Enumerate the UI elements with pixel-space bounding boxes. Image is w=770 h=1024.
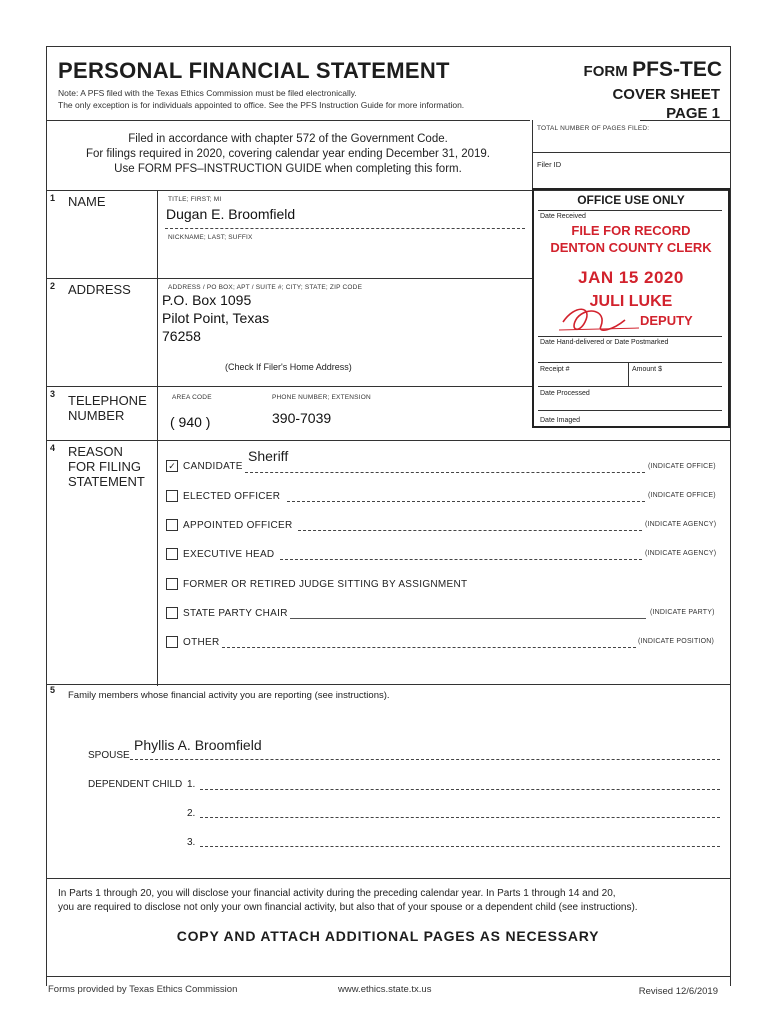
child-1-line[interactable] <box>200 789 720 790</box>
label-column-divider <box>157 190 158 686</box>
address-line-1[interactable]: P.O. Box 1095 <box>162 292 252 308</box>
filing-info <box>46 132 530 177</box>
phone-number-value[interactable]: 390-7039 <box>272 410 332 426</box>
reason-label-3: STATEMENT <box>68 474 145 489</box>
filing-line-1: Filed in accordance with chapter 572 of the Government Code. <box>128 133 448 145</box>
phone-number-label: PHONE NUMBER; EXTENSION <box>272 394 371 401</box>
frame-right <box>730 46 731 986</box>
candidate-indicate: (INDICATE OFFICE) <box>648 463 716 470</box>
header-divider <box>46 120 530 121</box>
area-code-value[interactable]: ( 940 ) <box>170 414 211 430</box>
elected-officer-checkbox[interactable] <box>166 490 178 502</box>
page-number: PAGE 1 <box>666 105 720 122</box>
executive-head-checkbox[interactable] <box>166 548 178 560</box>
section-4-number: 4 <box>50 443 56 453</box>
form-prefix: FORM <box>583 63 628 80</box>
reason-label-1: REASON <box>68 444 123 459</box>
instructions-line-2: you are required to disclose not only your own financial activity, but also that of your spouse or a dependent child (see instructions). <box>58 902 638 913</box>
nickname-label: NICKNAME; LAST; SUFFIX <box>168 234 253 241</box>
address-line-2[interactable]: Pilot Point, Texas <box>162 310 270 326</box>
child-3-number: 3. <box>187 837 196 848</box>
name-label: NAME <box>68 194 106 209</box>
name-underline <box>165 228 525 229</box>
candidate-office-value[interactable]: Sheriff <box>248 448 289 464</box>
receipt-label: Receipt # <box>540 366 570 373</box>
address-field-label: ADDRESS / PO BOX; APT / SUITE #; CITY; STATE; ZIP CODE <box>168 284 363 291</box>
frame-top <box>46 46 730 47</box>
telephone-label-2: NUMBER <box>68 408 125 423</box>
child-3-line[interactable] <box>200 846 720 847</box>
executive-head-indicate: (INDICATE AGENCY) <box>645 550 717 557</box>
child-2-number: 2. <box>187 808 196 819</box>
filing-line-3: Use FORM PFS–INSTRUCTION GUIDE when completing this form. <box>114 163 462 175</box>
child-1-number: 1. <box>187 779 196 790</box>
stamp-file-for-record: FILE FOR RECORD <box>571 223 691 238</box>
note-line-1: Note: A PFS filed with the Texas Ethics Commission must be filed electronically. <box>58 88 357 98</box>
other-line <box>222 647 636 648</box>
state-party-chair-indicate: (INDICATE PARTY) <box>650 609 715 616</box>
section-1-number: 1 <box>50 193 56 203</box>
family-intro: Family members whose financial activity you are reporting (see instructions). <box>68 690 390 701</box>
state-party-chair-label: STATE PARTY CHAIR <box>183 608 288 619</box>
area-code-label: AREA CODE <box>172 394 212 401</box>
other-checkbox[interactable] <box>166 636 178 648</box>
filer-id-label: Filer ID <box>537 160 562 169</box>
elected-officer-label: ELECTED OFFICER <box>183 491 281 502</box>
copy-attach-notice: COPY AND ATTACH ADDITIONAL PAGES AS NECESSARY <box>176 928 600 944</box>
candidate-line <box>245 472 645 473</box>
telephone-label-1: TELEPHONE <box>68 393 147 408</box>
other-label: OTHER <box>183 637 220 648</box>
section-5-number: 5 <box>50 685 56 695</box>
address-label: ADDRESS <box>68 282 131 297</box>
form-label <box>584 58 722 82</box>
name-value[interactable]: Dugan E. Broomfield <box>166 206 296 222</box>
section-2-number: 2 <box>50 281 56 291</box>
form-code: PFS-TEC <box>632 58 722 81</box>
elected-officer-line <box>287 501 645 502</box>
stamp-signature <box>555 300 645 340</box>
instructions-line-1: In Parts 1 through 20, you will disclose your financial activity during the preceding calendar year. In Parts 1 through 14 and 20, <box>58 888 616 899</box>
page-line <box>640 120 730 121</box>
instructions-paragraph <box>58 887 726 915</box>
processed-label: Date Processed <box>540 390 590 397</box>
section-divider-5 <box>46 684 730 685</box>
executive-head-label: EXECUTIVE HEAD <box>183 549 275 560</box>
hand-delivered-line <box>538 336 722 337</box>
amount-label: Amount $ <box>632 366 662 373</box>
spouse-value[interactable]: Phyllis A. Broomfield <box>134 737 262 753</box>
receipt-divider <box>628 362 629 386</box>
office-use-title: OFFICE USE ONLY <box>577 193 685 207</box>
child-2-line[interactable] <box>200 817 720 818</box>
stamp-deputy: DEPUTY <box>640 313 693 328</box>
website[interactable]: www.ethics.state.tx.us <box>338 984 432 995</box>
page-title: PERSONAL FINANCIAL STATEMENT <box>58 58 450 83</box>
spouse-label: SPOUSE <box>88 750 130 761</box>
processed-line <box>538 386 722 387</box>
title-first-mi-label: TITLE; FIRST; MI <box>168 196 222 203</box>
revised-date: Revised 12/6/2019 <box>638 986 718 997</box>
frame-left <box>46 46 47 986</box>
state-party-chair-checkbox[interactable] <box>166 607 178 619</box>
stamp-date: JAN 15 2020 <box>578 268 684 287</box>
receipt-line-top <box>538 362 722 363</box>
other-indicate: (INDICATE POSITION) <box>638 638 715 645</box>
reason-label-2: FOR FILING <box>68 459 141 474</box>
appointed-officer-line <box>298 530 642 531</box>
former-judge-label: FORMER OR RETIRED JUDGE SITTING BY ASSIGNMENT <box>183 579 468 590</box>
appointed-officer-indicate: (INDICATE AGENCY) <box>645 521 717 528</box>
dependent-child-label: DEPENDENT CHILD <box>88 779 183 790</box>
stamp-clerk-name: JULI LUKE <box>589 293 673 310</box>
date-received-label: Date Received <box>540 213 586 220</box>
right-column-divider-top <box>532 120 533 190</box>
former-judge-checkbox[interactable] <box>166 578 178 590</box>
elected-officer-indicate: (INDICATE OFFICE) <box>648 492 716 499</box>
appointed-officer-label: APPOINTED OFFICER <box>183 520 293 531</box>
section-3-number: 3 <box>50 389 56 399</box>
note-line-2: The only exception is for individuals appointed to office. See the PFS Instruction Guide for more information. <box>58 100 465 110</box>
imaged-line <box>538 410 722 411</box>
home-address-check-label[interactable]: (Check If Filer's Home Address) <box>225 362 352 372</box>
imaged-label: Date Imaged <box>540 417 581 424</box>
office-use-divider <box>538 210 722 211</box>
candidate-label: CANDIDATE <box>183 461 243 472</box>
address-line-3[interactable]: 76258 <box>162 328 201 344</box>
section-divider-6 <box>46 878 730 879</box>
section-divider-3 <box>46 386 532 387</box>
forms-provided-by: Forms provided by Texas Ethics Commission <box>48 984 238 995</box>
executive-head-line <box>280 559 642 560</box>
appointed-officer-checkbox[interactable] <box>166 519 178 531</box>
section-divider-2 <box>46 278 532 279</box>
section-divider-4 <box>46 440 730 441</box>
state-party-chair-line <box>290 618 646 619</box>
filing-line-2: For filings required in 2020, covering calendar year ending December 31, 2019. <box>85 148 491 160</box>
filer-id-divider <box>532 152 730 153</box>
candidate-checkbox[interactable]: ✓ <box>166 460 178 472</box>
stamp-county-clerk: DENTON COUNTY CLERK <box>550 240 712 255</box>
frame-bottom <box>46 976 730 977</box>
cover-sheet-label: COVER SHEET <box>612 86 720 103</box>
hand-delivered-label: Date Hand-delivered or Date Postmarked <box>540 339 669 346</box>
total-pages-label: TOTAL NUMBER OF PAGES FILED: <box>537 125 650 132</box>
spouse-line <box>130 759 720 760</box>
